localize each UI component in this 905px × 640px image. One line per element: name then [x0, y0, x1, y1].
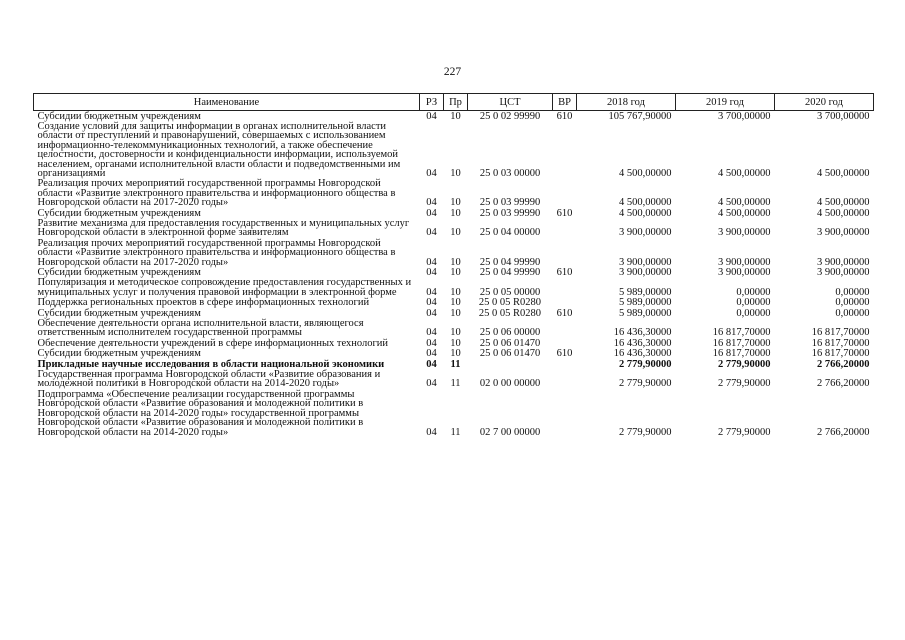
row-amount-2018: 2 779,90000	[619, 378, 672, 390]
row-name: Подпрограмма «Обеспечение реализации государственной программы Новгородской области «Развитие образования и молодежной политики в Новгородской области на 2014-2020 годы» государственной программы Новгородской области «Развитие образования и молодежной политики в Новгородской области на 2014-2020 годы»	[37, 388, 364, 438]
row-vr: 610	[556, 110, 573, 122]
row-amount-2018: 5 989,00000	[619, 307, 672, 319]
row-vr	[553, 121, 577, 178]
row-pr: 10	[450, 227, 461, 239]
row-amount-2018: 4 500,00000	[619, 167, 672, 179]
header-pr: Пр	[444, 94, 468, 111]
row-rz: 04	[426, 307, 437, 319]
row-amount-2020: 2 766,20000	[817, 378, 870, 390]
row-pr: 10	[450, 348, 461, 360]
row-amount-2020: 4 500,00000	[817, 167, 870, 179]
row-vr	[553, 278, 577, 298]
row-amount-2019: 3 700,00000	[718, 110, 771, 122]
header-vr: ВР	[553, 94, 577, 111]
row-vr	[553, 338, 577, 348]
row-cst: 25 0 06 01470	[479, 337, 541, 349]
row-rz: 04	[426, 426, 437, 438]
row-amount-2019: 4 500,00000	[718, 207, 771, 219]
row-amount-2018: 16 436,30000	[613, 348, 672, 360]
row-cst: 25 0 03 00000	[479, 167, 541, 179]
header-2020: 2020 год	[775, 94, 874, 111]
table-row	[34, 370, 874, 390]
row-cst: 25 0 04 00000	[479, 227, 541, 239]
row-amount-2019: 3 900,00000	[718, 227, 771, 239]
row-name: Развитие механизма для предоставления государственных и муниципальных услуг Новгородской области в электронной форме заявителям	[37, 217, 410, 239]
row-pr: 10	[450, 327, 461, 339]
row-amount-2019: 2 779,90000	[718, 358, 771, 370]
table-row	[34, 218, 874, 238]
row-amount-2020: 0,00000	[835, 307, 870, 319]
row-name: Создание условий для защиты информации в органах исполнительной власти области от преступлений и правонарушений, совершаемых с использованием информационно-телекоммуникационных технологий, а также обеспечение целостности, достоверности и конфиденциальности информации, используемой населением, органами исполнительной власти области и подведомственными им организациями	[37, 120, 401, 179]
row-rz: 04	[426, 327, 437, 339]
row-rz: 04	[426, 348, 437, 360]
budget-table	[33, 93, 874, 437]
row-pr: 10	[450, 197, 461, 209]
row-cst: 25 0 06 00000	[479, 327, 541, 339]
table-row	[34, 268, 874, 278]
row-pr: 10	[450, 207, 461, 219]
table-row	[34, 359, 874, 369]
row-amount-2020: 4 500,00000	[817, 197, 870, 209]
row-vr	[553, 359, 577, 369]
row-amount-2019: 4 500,00000	[718, 197, 771, 209]
row-pr: 10	[450, 256, 461, 268]
row-rz: 04	[426, 227, 437, 239]
row-pr: 10	[450, 337, 461, 349]
header-2019: 2019 год	[676, 94, 775, 111]
row-amount-2018: 5 989,00000	[619, 286, 672, 298]
row-cst	[468, 359, 553, 369]
row-amount-2019: 16 817,70000	[712, 327, 771, 339]
row-amount-2019: 0,00000	[736, 307, 771, 319]
row-amount-2019: 2 779,90000	[718, 378, 771, 390]
row-rz: 04	[426, 297, 437, 309]
row-rz: 04	[426, 267, 437, 278]
row-pr: 10	[450, 297, 461, 309]
row-name: Реализация прочих мероприятий государственной программы Новгородской области «Развитие электронного правительства и информационного общества в Новгородской области на 2017-2020 годы»	[37, 178, 396, 209]
row-pr: 10	[450, 167, 461, 179]
row-pr: 10	[450, 307, 461, 319]
table-body	[34, 111, 874, 438]
row-pr: 11	[450, 378, 461, 390]
row-name: Субсидии бюджетным учреждениям	[37, 110, 201, 122]
row-amount-2020: 2 766,20000	[817, 358, 870, 370]
table-row	[34, 349, 874, 359]
row-amount-2019: 3 900,00000	[718, 267, 771, 278]
row-vr: 610	[556, 267, 573, 278]
row-amount-2019: 2 779,90000	[718, 426, 771, 438]
header-cst: ЦСТ	[468, 94, 553, 111]
row-rz: 04	[426, 337, 437, 349]
row-name: Поддержка региональных проектов в сфере информационных технологий	[37, 297, 370, 309]
row-cst: 25 0 06 01470	[479, 348, 541, 360]
table-row	[34, 319, 874, 339]
row-rz: 04	[426, 197, 437, 209]
row-cst: 25 0 03 99990	[479, 207, 541, 219]
row-amount-2018: 5 989,00000	[619, 297, 672, 309]
table-row	[34, 208, 874, 218]
header-2018: 2018 год	[577, 94, 676, 111]
row-cst: 25 0 04 99990	[479, 256, 541, 268]
row-cst: 02 0 00 00000	[479, 378, 541, 390]
row-vr	[553, 218, 577, 238]
row-cst: 25 0 02 99990	[479, 110, 541, 122]
row-amount-2019: 0,00000	[736, 286, 771, 298]
row-cst: 25 0 04 99990	[479, 267, 541, 278]
header-name: Наименование	[34, 94, 420, 111]
row-pr: 10	[450, 110, 461, 122]
row-amount-2019: 4 500,00000	[718, 167, 771, 179]
row-rz: 04	[426, 110, 437, 122]
row-amount-2018: 3 900,00000	[619, 267, 672, 278]
row-amount-2019: 0,00000	[736, 297, 771, 309]
row-amount-2020: 3 900,00000	[817, 256, 870, 268]
row-vr	[553, 370, 577, 390]
row-vr: 610	[556, 207, 573, 219]
row-amount-2018: 3 900,00000	[619, 227, 672, 239]
row-amount-2018: 4 500,00000	[619, 197, 672, 209]
row-vr: 610	[556, 348, 573, 360]
row-cst: 25 0 05 R0280	[478, 307, 542, 319]
row-amount-2018: 16 436,30000	[613, 327, 672, 339]
row-amount-2018: 2 779,90000	[619, 426, 672, 438]
row-name: Обеспечение деятельности учреждений в сфере информационных технологий	[37, 337, 389, 349]
row-amount-2020: 16 817,70000	[811, 327, 870, 339]
row-rz: 04	[426, 207, 437, 219]
row-cst: 02 7 00 00000	[479, 426, 541, 438]
row-amount-2020: 0,00000	[835, 286, 870, 298]
row-name: Обеспечение деятельности органа исполнительной власти, являющегося ответственным исполнителем государственной программы	[37, 318, 364, 339]
row-name: Популяризация и методическое сопровождение предоставления государственных и муниципальных услуг и получения правовой информации в электронной форме	[37, 277, 412, 298]
table-row	[34, 308, 874, 318]
row-amount-2019: 16 817,70000	[712, 337, 771, 349]
row-cst: 25 0 03 99990	[479, 197, 541, 209]
row-amount-2020: 4 500,00000	[817, 207, 870, 219]
row-rz: 04	[426, 286, 437, 298]
row-amount-2019: 3 900,00000	[718, 256, 771, 268]
row-amount-2018: 4 500,00000	[619, 207, 672, 219]
row-pr: 11	[450, 358, 461, 370]
table-row	[34, 111, 874, 122]
table-row	[34, 298, 874, 308]
row-vr	[553, 238, 577, 267]
row-name: Субсидии бюджетным учреждениям	[37, 307, 201, 319]
row-vr	[553, 298, 577, 308]
row-pr: 10	[450, 267, 461, 278]
row-cst: 25 0 05 R0280	[478, 297, 542, 309]
table-row	[34, 338, 874, 348]
row-name: Государственная программа Новгородской области «Развитие образования и молодежной политики в Новгородской области на 2014-2020 годы»	[37, 369, 381, 390]
row-name: Субсидии бюджетным учреждениям	[37, 267, 201, 278]
table-row	[34, 389, 874, 437]
row-rz: 04	[426, 378, 437, 390]
table-row	[34, 238, 874, 267]
table-row	[34, 121, 874, 178]
row-pr: 10	[450, 286, 461, 298]
table-header-row	[34, 94, 874, 111]
row-amount-2020: 3 700,00000	[817, 110, 870, 122]
row-amount-2020: 3 900,00000	[817, 267, 870, 278]
page-number: 227	[443, 66, 462, 78]
row-name: Субсидии бюджетным учреждениям	[37, 207, 201, 219]
row-name: Субсидии бюджетным учреждениям	[37, 348, 201, 360]
table-row	[34, 278, 874, 298]
row-rz: 04	[426, 256, 437, 268]
row-vr	[553, 389, 577, 437]
row-amount-2018: 105 767,90000	[608, 110, 672, 122]
row-amount-2019: 16 817,70000	[712, 348, 771, 360]
row-amount-2018: 3 900,00000	[619, 256, 672, 268]
row-amount-2020: 16 817,70000	[811, 348, 870, 360]
table-row	[34, 179, 874, 208]
header-rz: РЗ	[420, 94, 444, 111]
row-pr: 11	[450, 426, 461, 438]
row-amount-2020: 2 766,20000	[817, 426, 870, 438]
row-name: Реализация прочих мероприятий государственной программы Новгородской области «Развитие электронного правительства и информационного общества в Новгородской области на 2017-2020 годы»	[37, 237, 396, 268]
row-vr	[553, 179, 577, 208]
row-amount-2020: 0,00000	[835, 297, 870, 309]
row-vr	[553, 319, 577, 339]
row-name: Прикладные научные исследования в области национальной экономики	[37, 358, 385, 370]
row-cst: 25 0 05 00000	[479, 286, 541, 298]
row-amount-2018: 2 779,90000	[619, 358, 672, 370]
row-amount-2020: 16 817,70000	[811, 337, 870, 349]
row-rz: 04	[426, 167, 437, 179]
row-amount-2020: 3 900,00000	[817, 227, 870, 239]
row-amount-2018: 16 436,30000	[613, 337, 672, 349]
row-vr: 610	[556, 307, 573, 319]
row-rz: 04	[426, 358, 437, 370]
